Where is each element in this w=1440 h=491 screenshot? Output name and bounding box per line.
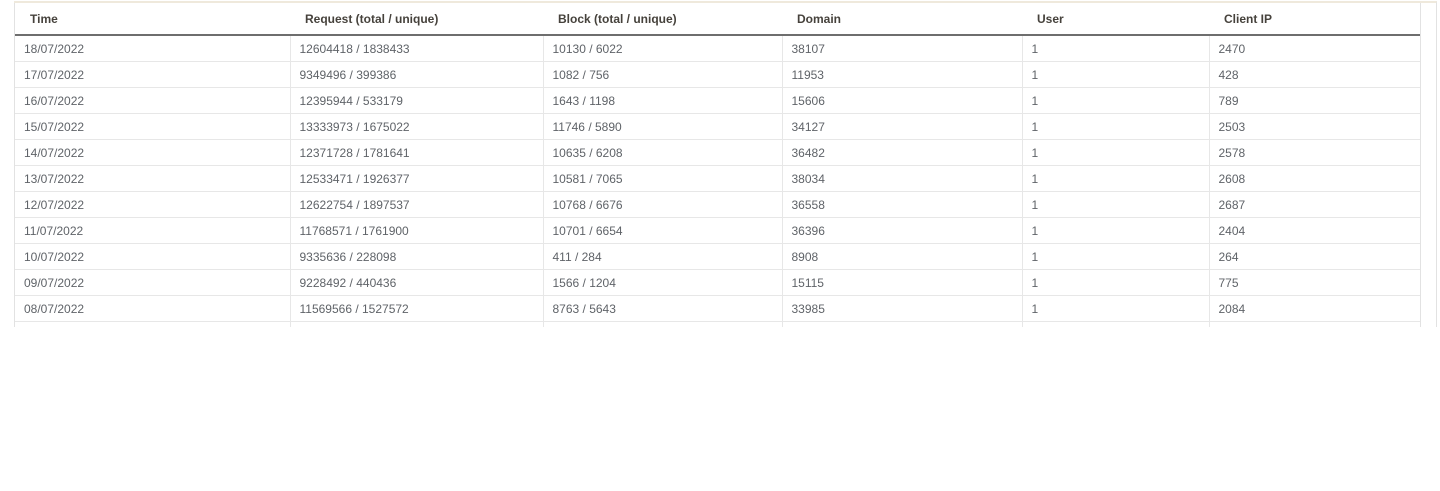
table-row	[15, 140, 1420, 166]
table-cell: 264	[1209, 244, 1420, 270]
table-cell: 38034	[782, 166, 1022, 192]
table-cell: 8763 / 5643	[543, 296, 782, 322]
table-cell: 2404	[1209, 218, 1420, 244]
table-cell: 14/07/2022	[15, 140, 290, 166]
table-cell: 2084	[1209, 296, 1420, 322]
header-cell-client-ip: Client IP	[1209, 3, 1420, 35]
table-cell: 428	[1209, 62, 1420, 88]
table-cell	[290, 322, 543, 328]
stats-table	[15, 3, 1420, 327]
table-cell: 9228492 / 440436	[290, 270, 543, 296]
table-cell: 38107	[782, 35, 1022, 62]
table-header	[15, 3, 1420, 35]
table-cell: 13/07/2022	[15, 166, 290, 192]
table-row	[15, 35, 1420, 62]
table-cell: 9349496 / 399386	[290, 62, 543, 88]
table-cell: 12395944 / 533179	[290, 88, 543, 114]
table-cell: 13333973 / 1675022	[290, 114, 543, 140]
table-row	[15, 218, 1420, 244]
table-cell: 1	[1022, 88, 1209, 114]
table-cell: 2608	[1209, 166, 1420, 192]
table-cell: 33985	[782, 296, 1022, 322]
table-body	[15, 35, 1420, 322]
table-cell: 1	[1022, 62, 1209, 88]
table-cell	[782, 322, 1022, 328]
table-cell: 1	[1022, 270, 1209, 296]
table-cell: 1082 / 756	[543, 62, 782, 88]
table-cell: 1	[1022, 192, 1209, 218]
table-cell: 10701 / 6654	[543, 218, 782, 244]
table-row	[15, 62, 1420, 88]
table-cell: 1	[1022, 166, 1209, 192]
table-cell: 10581 / 7065	[543, 166, 782, 192]
table-cell: 15606	[782, 88, 1022, 114]
table-row	[15, 192, 1420, 218]
table-row	[15, 166, 1420, 192]
header-row	[15, 3, 1420, 35]
table-cell: 12371728 / 1781641	[290, 140, 543, 166]
partial-row	[15, 322, 1420, 328]
table-cell: 2578	[1209, 140, 1420, 166]
table-cell	[543, 322, 782, 328]
table-cell: 36558	[782, 192, 1022, 218]
table-cell: 10768 / 6676	[543, 192, 782, 218]
table-cell: 08/07/2022	[15, 296, 290, 322]
table-cell: 1566 / 1204	[543, 270, 782, 296]
stats-card	[14, 1, 1437, 327]
table-row	[15, 296, 1420, 322]
table-cell: 11953	[782, 62, 1022, 88]
table-cell: 2687	[1209, 192, 1420, 218]
table-row	[15, 244, 1420, 270]
table-cell: 1	[1022, 296, 1209, 322]
table-cell	[1022, 322, 1209, 328]
table-cell: 11/07/2022	[15, 218, 290, 244]
table-cell: 775	[1209, 270, 1420, 296]
table-cell: 10130 / 6022	[543, 35, 782, 62]
table-cell: 10/07/2022	[15, 244, 290, 270]
header-cell-user: User	[1022, 3, 1209, 35]
table-cell: 18/07/2022	[15, 35, 290, 62]
table-row	[15, 88, 1420, 114]
table-body-partial	[15, 322, 1420, 328]
header-cell-time: Time	[15, 3, 290, 35]
header-cell-domain: Domain	[782, 3, 1022, 35]
table-cell: 1	[1022, 218, 1209, 244]
table-cell: 12/07/2022	[15, 192, 290, 218]
table-cell: 789	[1209, 88, 1420, 114]
table-cell: 1	[1022, 244, 1209, 270]
table-cell: 10635 / 6208	[543, 140, 782, 166]
table-cell: 411 / 284	[543, 244, 782, 270]
table-cell: 16/07/2022	[15, 88, 290, 114]
table-cell	[15, 322, 290, 328]
table-cell: 1	[1022, 114, 1209, 140]
table-cell: 2470	[1209, 35, 1420, 62]
table-cell: 11768571 / 1761900	[290, 218, 543, 244]
table-row	[15, 114, 1420, 140]
table-cell: 15115	[782, 270, 1022, 296]
table-cell: 36482	[782, 140, 1022, 166]
table-cell: 2503	[1209, 114, 1420, 140]
stats-table-wrap	[14, 3, 1421, 327]
table-cell: 8908	[782, 244, 1022, 270]
header-cell-block: Block (total / unique)	[543, 3, 782, 35]
table-cell: 12533471 / 1926377	[290, 166, 543, 192]
table-cell: 1643 / 1198	[543, 88, 782, 114]
table-cell: 1	[1022, 35, 1209, 62]
table-cell: 11746 / 5890	[543, 114, 782, 140]
table-cell: 36396	[782, 218, 1022, 244]
table-cell: 12622754 / 1897537	[290, 192, 543, 218]
table-cell	[1209, 322, 1420, 328]
header-cell-request: Request (total / unique)	[290, 3, 543, 35]
table-cell: 34127	[782, 114, 1022, 140]
table-cell: 12604418 / 1838433	[290, 35, 543, 62]
table-cell: 11569566 / 1527572	[290, 296, 543, 322]
table-cell: 9335636 / 228098	[290, 244, 543, 270]
table-row	[15, 270, 1420, 296]
table-cell: 15/07/2022	[15, 114, 290, 140]
table-cell: 17/07/2022	[15, 62, 290, 88]
table-cell: 09/07/2022	[15, 270, 290, 296]
table-cell: 1	[1022, 140, 1209, 166]
